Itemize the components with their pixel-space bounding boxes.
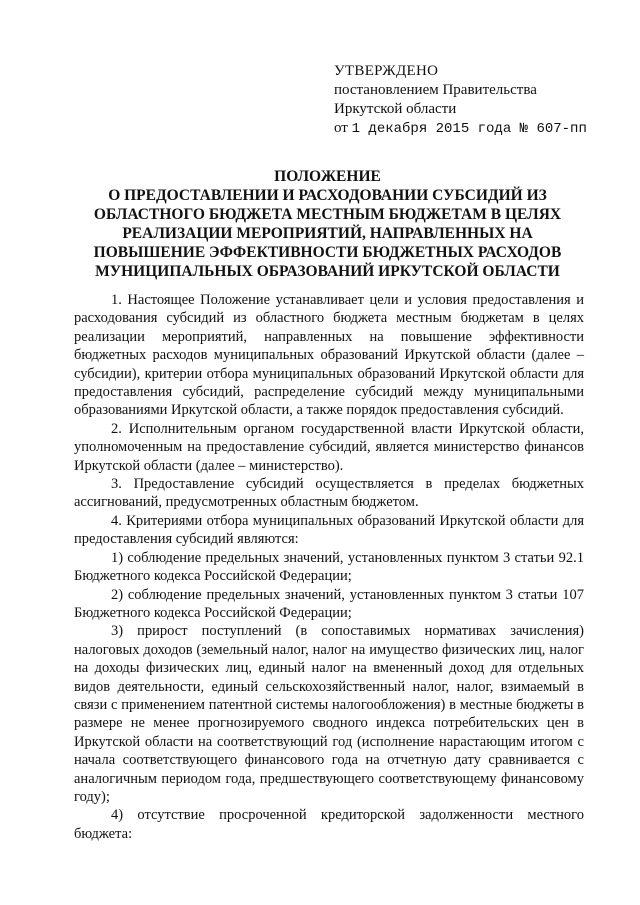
paragraph-4: 4. Критериями отбора муниципальных образований Иркутской области для предоставления субсидий являются: [74, 512, 584, 548]
title-line: МУНИЦИПАЛЬНЫХ ОБРАЗОВАНИЙ ИРКУТСКОЙ ОБЛАСТИ [95, 263, 560, 280]
criterion-4: 4) отсутствие просроченной кредиторской задолженности местного бюджета: [74, 807, 584, 842]
approval-date-prefix: от [334, 120, 348, 136]
paragraph-2: 2. Исполнительным органом государственной власти Иркутской области, уполномоченным на предоставление субсидий, является министерство финансов Иркутской области (далее – министерство). [74, 420, 584, 474]
approval-stamp [334, 62, 604, 139]
approval-line-region: Иркутской области [334, 101, 457, 117]
title-line: ОБЛАСТНОГО БЮДЖЕТА МЕСТНЫМ БЮДЖЕТАМ В ЦЕЛЯХ [93, 206, 562, 223]
document-title [70, 167, 585, 281]
criterion-3: 3) прирост поступлений (в сопоставимых нормативах зачисления) налоговых доходов (земельный налог, налог на имущество физических лиц, налог на доходы физических лиц, единый налог на вмененный доход для отдельных видов деятельности, единый сельскохозяйственный налог, налог, взимаемый в связи с применением патентной системы налогообложения) в местные бюджеты в размере не менее прогнозируемого сводного индекса потребительских цен в Иркутской области на соответствующий год (исполнение нарастающим итогом с начала соответствующего финансового года на отчетную дату сравнивается с аналогичным периодом года, предшествующего соответствующему финансовому году); [74, 623, 584, 805]
paragraph-1: 1. Настоящее Положение устанавливает цели и условия предоставления и расходования субсидий из областного бюджета местным бюджетам в целях реализации мероприятий, направленных на повышение эффективности бюджетных расходов муниципальных образований Иркутской области (далее – субсидии), критерии отбора муниципальных образований Иркутской области для предоставления субсидий, распределение субсидий между муниципальными образованиями Иркутской области, а также порядок предоставления субсидий. [74, 292, 584, 419]
criterion-2: 2) соблюдение предельных значений, установленных пунктом 3 статьи 107 Бюджетного кодекса Российской Федерации; [74, 586, 584, 621]
paragraph-3: 3. Предоставление субсидий осуществляется в пределах бюджетных ассигнований, предусмотренных областным бюджетом. [74, 476, 584, 511]
approval-date-line [334, 119, 604, 139]
approval-heading: УТВЕРЖДЕНО [334, 63, 439, 79]
title-line: ПОВЫШЕНИЕ ЭФФЕКТИВНОСТИ БЮДЖЕТНЫХ РАСХОДОВ [93, 244, 562, 261]
criterion-1: 1) соблюдение предельных значений, установленных пунктом 3 статьи 92.1 Бюджетного кодекса Российской Федерации; [74, 549, 584, 585]
title-line: ПОЛОЖЕНИЕ [274, 168, 381, 185]
approval-date-typed: 1 декабря 2015 года № 607-пп [351, 121, 587, 137]
document-body [74, 291, 584, 843]
title-line: О ПРЕДОСТАВЛЕНИИ И РАСХОДОВАНИИ СУБСИДИЙ ИЗ [108, 187, 547, 204]
title-line: РЕАЛИЗАЦИИ МЕРОПРИЯТИЙ, НАПРАВЛЕННЫХ НА [122, 225, 533, 242]
approval-line-resolution: постановлением Правительства [334, 82, 537, 98]
